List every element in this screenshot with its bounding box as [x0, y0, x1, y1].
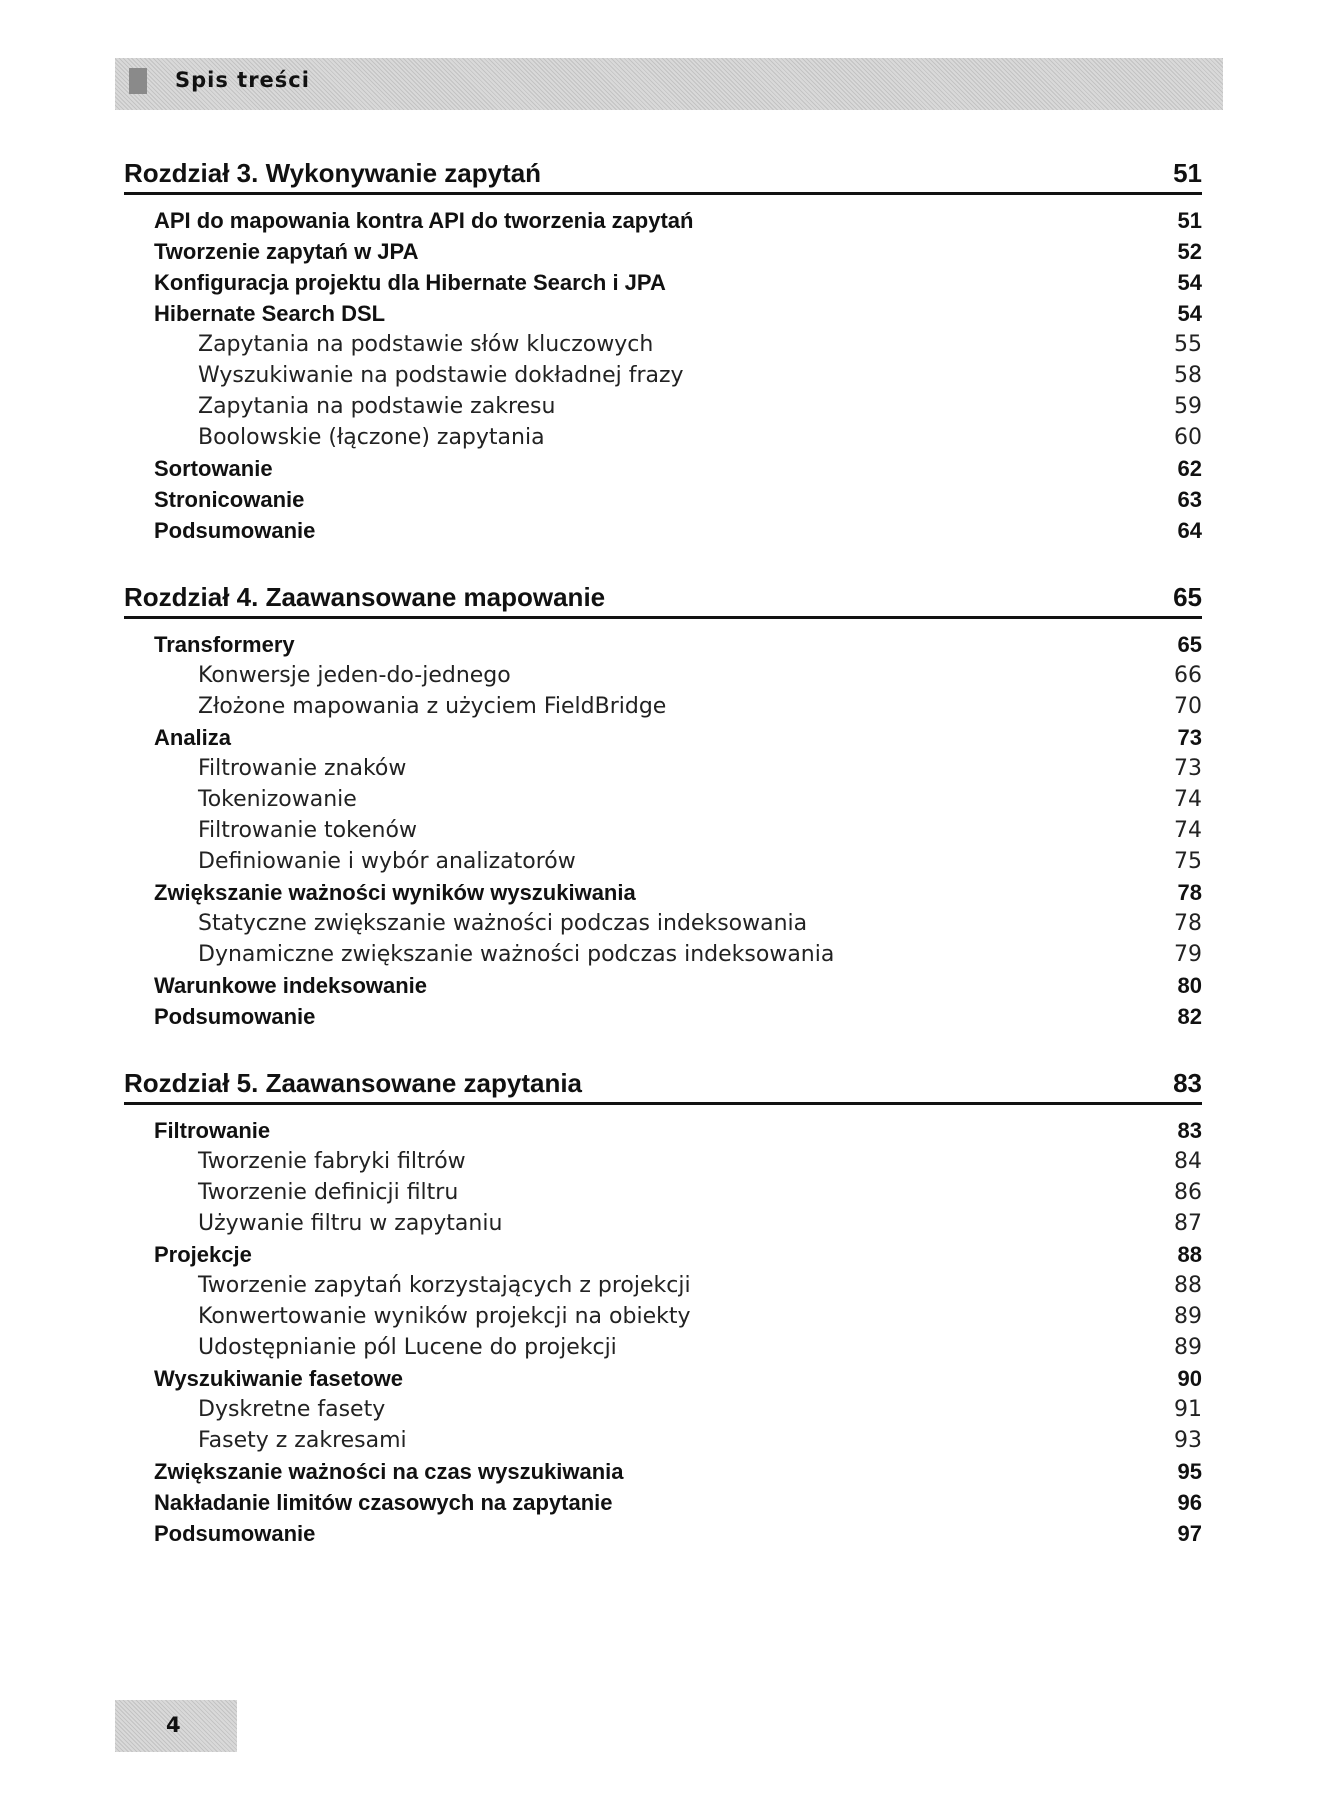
- entry-page: 60: [1174, 425, 1202, 450]
- header-band: [115, 58, 1223, 110]
- entry-page: 74: [1174, 787, 1202, 812]
- entry-page: 75: [1174, 849, 1202, 874]
- toc-subsection-entry[interactable]: [124, 360, 1202, 391]
- toc-subsection-entry[interactable]: [124, 1301, 1202, 1332]
- entry-label: Warunkowe indeksowanie: [154, 973, 428, 998]
- toc-subsection-entry[interactable]: [124, 1146, 1202, 1177]
- toc-section-entry[interactable]: [124, 453, 1202, 484]
- entry-label: Filtrowanie: [154, 1118, 271, 1143]
- entry-page: 74: [1174, 818, 1202, 843]
- chapter-entries: [124, 629, 1202, 1032]
- toc-section-entry[interactable]: [124, 1518, 1202, 1549]
- toc-subsection-entry[interactable]: [124, 1332, 1202, 1363]
- toc-subsection-entry[interactable]: [124, 1208, 1202, 1239]
- chapter-page: 65: [1173, 582, 1202, 612]
- toc-section-entry[interactable]: [124, 877, 1202, 908]
- toc-section-entry[interactable]: [124, 970, 1202, 1001]
- toc-subsection-entry[interactable]: [124, 815, 1202, 846]
- toc-section-entry[interactable]: [124, 236, 1202, 267]
- entry-page: 82: [1177, 1004, 1202, 1029]
- entry-label: Definiowanie i wybór analizatorów: [198, 849, 576, 874]
- entry-page: 54: [1177, 270, 1202, 295]
- entry-page: 95: [1177, 1459, 1202, 1484]
- entry-page: 88: [1177, 1242, 1202, 1267]
- entry-page: 78: [1177, 880, 1202, 905]
- entry-page: 51: [1177, 208, 1202, 233]
- entry-label: Filtrowanie znaków: [198, 756, 407, 781]
- entry-label: Tworzenie definicji filtru: [198, 1180, 459, 1205]
- entry-page: 52: [1177, 239, 1202, 264]
- entry-page: 66: [1174, 663, 1202, 688]
- toc-section-entry[interactable]: [124, 298, 1202, 329]
- entry-page: 89: [1174, 1304, 1202, 1329]
- toc-subsection-entry[interactable]: [124, 1177, 1202, 1208]
- entry-page: 89: [1174, 1335, 1202, 1360]
- entry-label: Zwiększanie ważności wyników wyszukiwania: [154, 880, 636, 905]
- entry-label: Nakładanie limitów czasowych na zapytanie: [154, 1490, 613, 1515]
- entry-label: Projekcje: [154, 1242, 252, 1267]
- chapter-title: Rozdział 3. Wykonywanie zapytań: [124, 158, 542, 188]
- entry-label: Boolowskie (łączone) zapytania: [198, 425, 545, 450]
- entry-label: Tworzenie zapytań w JPA: [154, 239, 419, 264]
- entry-label: Stronicowanie: [154, 487, 305, 512]
- entry-page: 88: [1174, 1273, 1202, 1298]
- chapter-entries: [124, 205, 1202, 546]
- entry-page: 91: [1174, 1397, 1202, 1422]
- entry-label: Zapytania na podstawie zakresu: [198, 394, 556, 419]
- chapter-title: Rozdział 5. Zaawansowane zapytania: [124, 1068, 583, 1098]
- entry-page: 93: [1174, 1428, 1202, 1453]
- chapter-section: [124, 1068, 1202, 1549]
- entry-label: Wyszukiwanie na podstawie dokładnej frazy: [198, 363, 684, 388]
- entry-label: Używanie filtru w zapytaniu: [198, 1211, 503, 1236]
- entry-label: Udostępnianie pól Lucene do projekcji: [198, 1335, 617, 1360]
- table-of-contents: [124, 158, 1202, 1585]
- entry-page: 90: [1177, 1366, 1202, 1391]
- chapter-heading[interactable]: [124, 158, 1202, 195]
- chapter-entries: [124, 1115, 1202, 1549]
- toc-subsection-entry[interactable]: [124, 939, 1202, 970]
- toc-section-entry[interactable]: [124, 1239, 1202, 1270]
- chapter-heading[interactable]: [124, 1068, 1202, 1105]
- entry-page: 63: [1177, 487, 1202, 512]
- entry-label: Filtrowanie tokenów: [198, 818, 417, 843]
- entry-page: 80: [1177, 973, 1202, 998]
- entry-label: Statyczne zwiększanie ważności podczas indeksowania: [198, 911, 808, 936]
- entry-page: 83: [1177, 1118, 1202, 1143]
- toc-section-entry[interactable]: [124, 1363, 1202, 1394]
- toc-section-entry[interactable]: [124, 267, 1202, 298]
- page-number: 4: [166, 1713, 181, 1737]
- chapter-heading[interactable]: [124, 582, 1202, 619]
- entry-label: Zapytania na podstawie słów kluczowych: [198, 332, 654, 357]
- toc-subsection-entry[interactable]: [124, 422, 1202, 453]
- chapter-page: 83: [1173, 1068, 1202, 1098]
- entry-label: Tworzenie zapytań korzystających z projekcji: [198, 1273, 691, 1298]
- entry-label: Wyszukiwanie fasetowe: [154, 1366, 404, 1391]
- entry-label: Analiza: [154, 725, 232, 750]
- chapter-page: 51: [1173, 158, 1202, 188]
- entry-page: 73: [1177, 725, 1202, 750]
- toc-section-entry[interactable]: [124, 1487, 1202, 1518]
- entry-label: Dynamiczne zwiększanie ważności podczas indeksowania: [198, 942, 835, 967]
- chapter-section: [124, 582, 1202, 1032]
- entry-label: Podsumowanie: [154, 1521, 316, 1546]
- entry-label: Tworzenie fabryki filtrów: [198, 1149, 466, 1174]
- entry-page: 70: [1174, 694, 1202, 719]
- toc-subsection-entry[interactable]: [124, 691, 1202, 722]
- chapter-title: Rozdział 4. Zaawansowane mapowanie: [124, 582, 606, 612]
- entry-label: Dyskretne fasety: [198, 1397, 386, 1422]
- entry-page: 87: [1174, 1211, 1202, 1236]
- entry-page: 64: [1177, 518, 1202, 543]
- header-square-marker: [129, 68, 147, 94]
- entry-page: 84: [1174, 1149, 1202, 1174]
- chapter-section: [124, 158, 1202, 546]
- entry-page: 58: [1174, 363, 1202, 388]
- toc-subsection-entry[interactable]: [124, 1394, 1202, 1425]
- entry-label: Konwersje jeden-do-jednego: [198, 663, 511, 688]
- toc-subsection-entry[interactable]: [124, 1270, 1202, 1301]
- toc-section-entry[interactable]: [124, 1115, 1202, 1146]
- entry-label: Zwiększanie ważności na czas wyszukiwania: [154, 1459, 624, 1484]
- toc-subsection-entry[interactable]: [124, 908, 1202, 939]
- toc-subsection-entry[interactable]: [124, 784, 1202, 815]
- entry-label: Konwertowanie wyników projekcji na obiekty: [198, 1304, 691, 1329]
- entry-label: API do mapowania kontra API do tworzenia zapytań: [154, 208, 694, 233]
- entry-label: Fasety z zakresami: [198, 1428, 407, 1453]
- entry-label: Konfiguracja projektu dla Hibernate Search i JPA: [154, 270, 666, 295]
- toc-section-entry[interactable]: [124, 1456, 1202, 1487]
- entry-page: 62: [1177, 456, 1202, 481]
- toc-section-entry[interactable]: [124, 484, 1202, 515]
- entry-label: Sortowanie: [154, 456, 273, 481]
- entry-label: Hibernate Search DSL: [154, 301, 386, 326]
- toc-subsection-entry[interactable]: [124, 846, 1202, 877]
- page-header-title: Spis treści: [175, 68, 310, 92]
- toc-subsection-entry[interactable]: [124, 753, 1202, 784]
- toc-section-entry[interactable]: [124, 629, 1202, 660]
- toc-subsection-entry[interactable]: [124, 329, 1202, 360]
- entry-page: 59: [1174, 394, 1202, 419]
- entry-page: 97: [1177, 1521, 1202, 1546]
- entry-page: 73: [1174, 756, 1202, 781]
- toc-section-entry[interactable]: [124, 722, 1202, 753]
- entry-page: 96: [1177, 1490, 1202, 1515]
- entry-label: Podsumowanie: [154, 518, 316, 543]
- entry-page: 78: [1174, 911, 1202, 936]
- entry-page: 79: [1174, 942, 1202, 967]
- toc-section-entry[interactable]: [124, 515, 1202, 546]
- entry-label: Tokenizowanie: [198, 787, 357, 812]
- entry-label: Złożone mapowania z użyciem FieldBridge: [198, 694, 667, 719]
- toc-subsection-entry[interactable]: [124, 391, 1202, 422]
- entry-page: 55: [1174, 332, 1202, 357]
- toc-section-entry[interactable]: [124, 205, 1202, 236]
- entry-label: Podsumowanie: [154, 1004, 316, 1029]
- toc-section-entry[interactable]: [124, 1001, 1202, 1032]
- toc-subsection-entry[interactable]: [124, 1425, 1202, 1456]
- entry-page: 54: [1177, 301, 1202, 326]
- entry-page: 65: [1177, 632, 1202, 657]
- entry-label: Transformery: [154, 632, 295, 657]
- toc-subsection-entry[interactable]: [124, 660, 1202, 691]
- entry-page: 86: [1174, 1180, 1202, 1205]
